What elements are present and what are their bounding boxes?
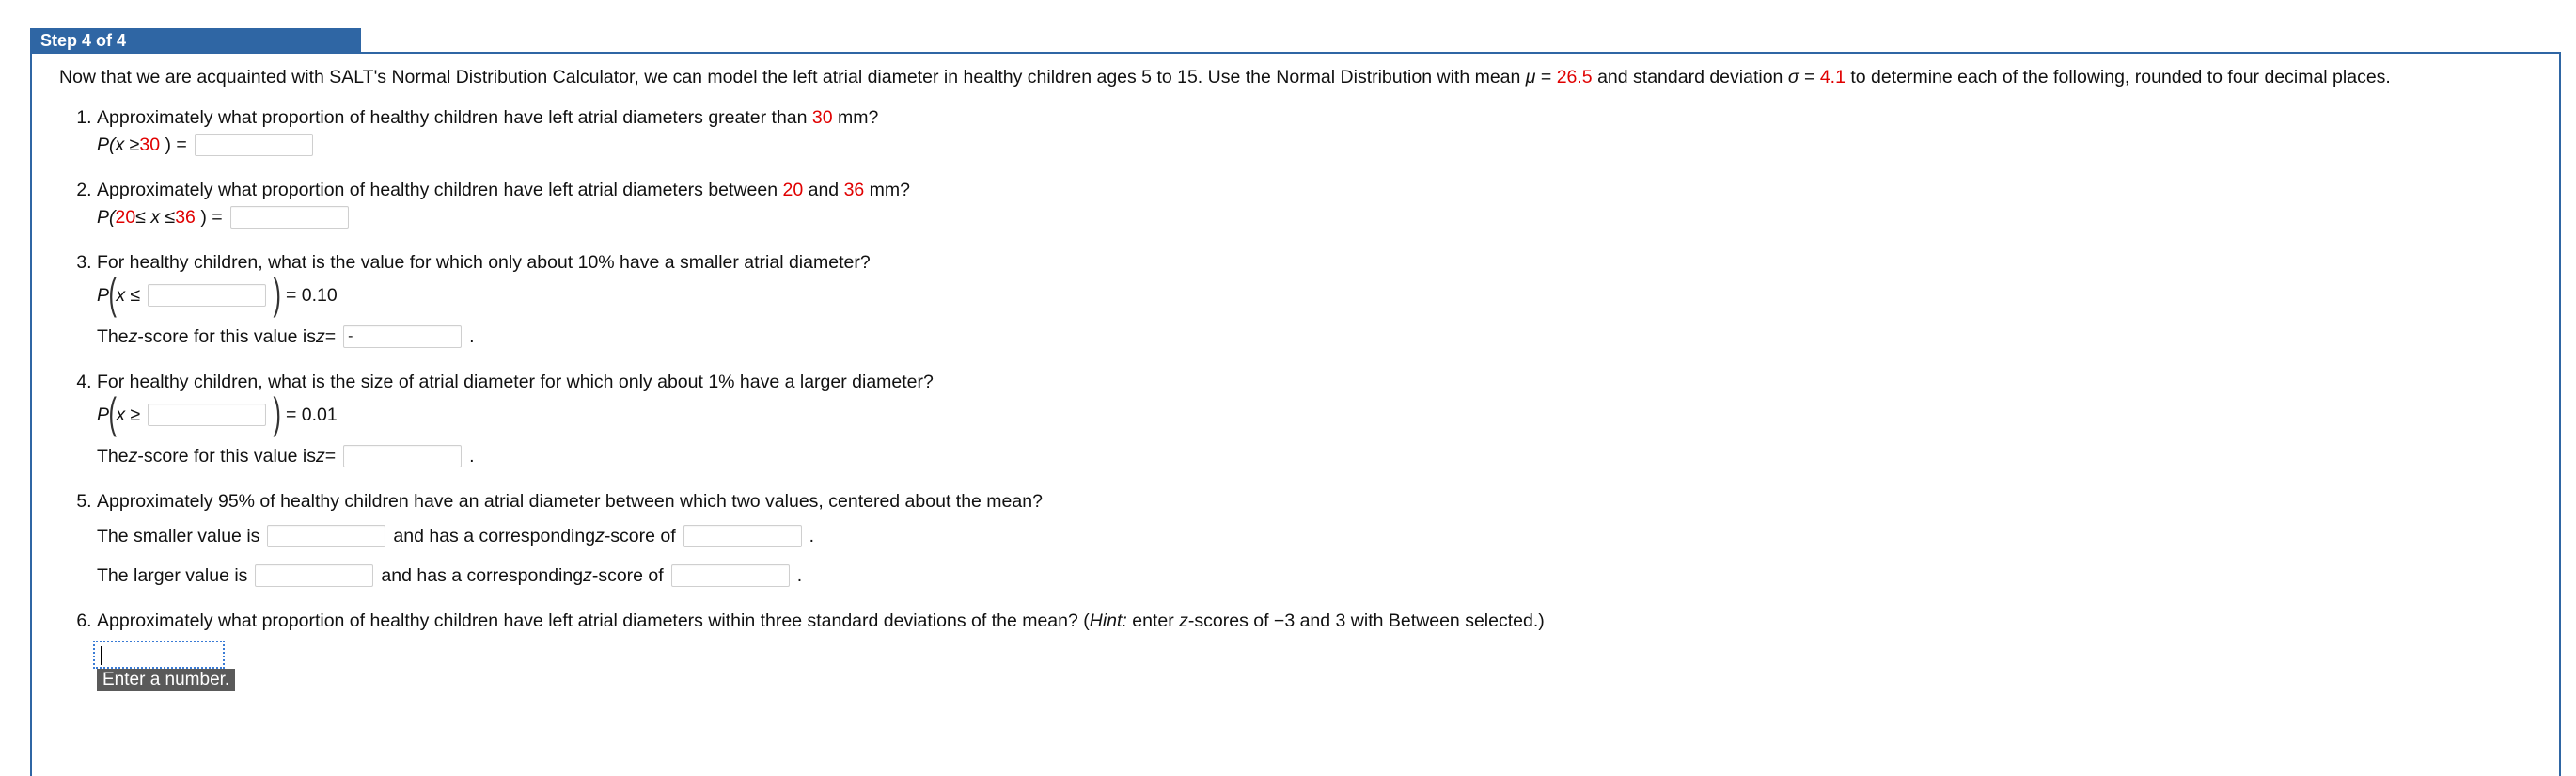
q3-zscore-input[interactable]: -: [343, 325, 462, 348]
q5-larger-value-input[interactable]: [255, 564, 373, 587]
input-hint-tooltip: Enter a number.: [97, 669, 235, 691]
question-5: 5. Approximately 95% of healthy children have an atrial diameter between which two values, centered about the mean? The smaller value is and has a corresponding z -score of . The larger value is and has a corresponding z -score of .: [97, 490, 2504, 591]
sd-value: 4.1: [1819, 67, 1846, 87]
mean-value: 26.5: [1556, 67, 1593, 87]
q5-larger-zscore-input[interactable]: [671, 564, 790, 587]
q6-answer-input[interactable]: [93, 641, 225, 669]
text-caret: [101, 646, 102, 665]
q1-answer-input[interactable]: [195, 134, 313, 156]
q4-zscore-input[interactable]: [343, 445, 462, 467]
q3-value-input[interactable]: [148, 284, 266, 307]
q2-answer-input[interactable]: [230, 206, 349, 229]
question-list: [59, 106, 2504, 693]
step-indicator: Step 4 of 4: [30, 28, 361, 54]
q4-value-input[interactable]: [148, 404, 266, 426]
q5-smaller-zscore-input[interactable]: [683, 525, 802, 547]
question-3: 3. For healthy children, what is the value for which only about 10% have a smaller atrial diameter? P ( x ≤ ) = 0.10 The z -score for this value is z = - .: [97, 251, 2504, 352]
intro-paragraph: Now that we are acquainted with SALT's Normal Distribution Calculator, we can model the left atrial diameter in healthy children ages 5 to 15. Use the Normal Distribution with mean μ = 26.5 and standard deviation σ = 4.1 to determine each of the following, rounded to four decimal places.: [59, 67, 2391, 87]
question-6: 6. Approximately what proportion of healthy children have left atrial diameters within three standard deviations of the mean? (Hint: enter z-scores of −3 and 3 with Between selected.) Enter a number.: [97, 610, 2504, 693]
question-4: 4. For healthy children, what is the size of atrial diameter for which only about 1% have a larger diameter? P ( x ≥ ) = 0.01 The z -score for this value is z = .: [97, 371, 2504, 471]
question-2: 2. Approximately what proportion of healthy children have left atrial diameters between 20 and 36 mm? P( 20 ≤ x ≤ 36 ) =: [97, 179, 2504, 232]
q5-smaller-value-input[interactable]: [267, 525, 385, 547]
question-content: [59, 66, 2504, 693]
question-1: 1. Approximately what proportion of healthy children have left atrial diameters greater than 30 mm? P(x ≥ 30 ) =: [97, 106, 2504, 160]
